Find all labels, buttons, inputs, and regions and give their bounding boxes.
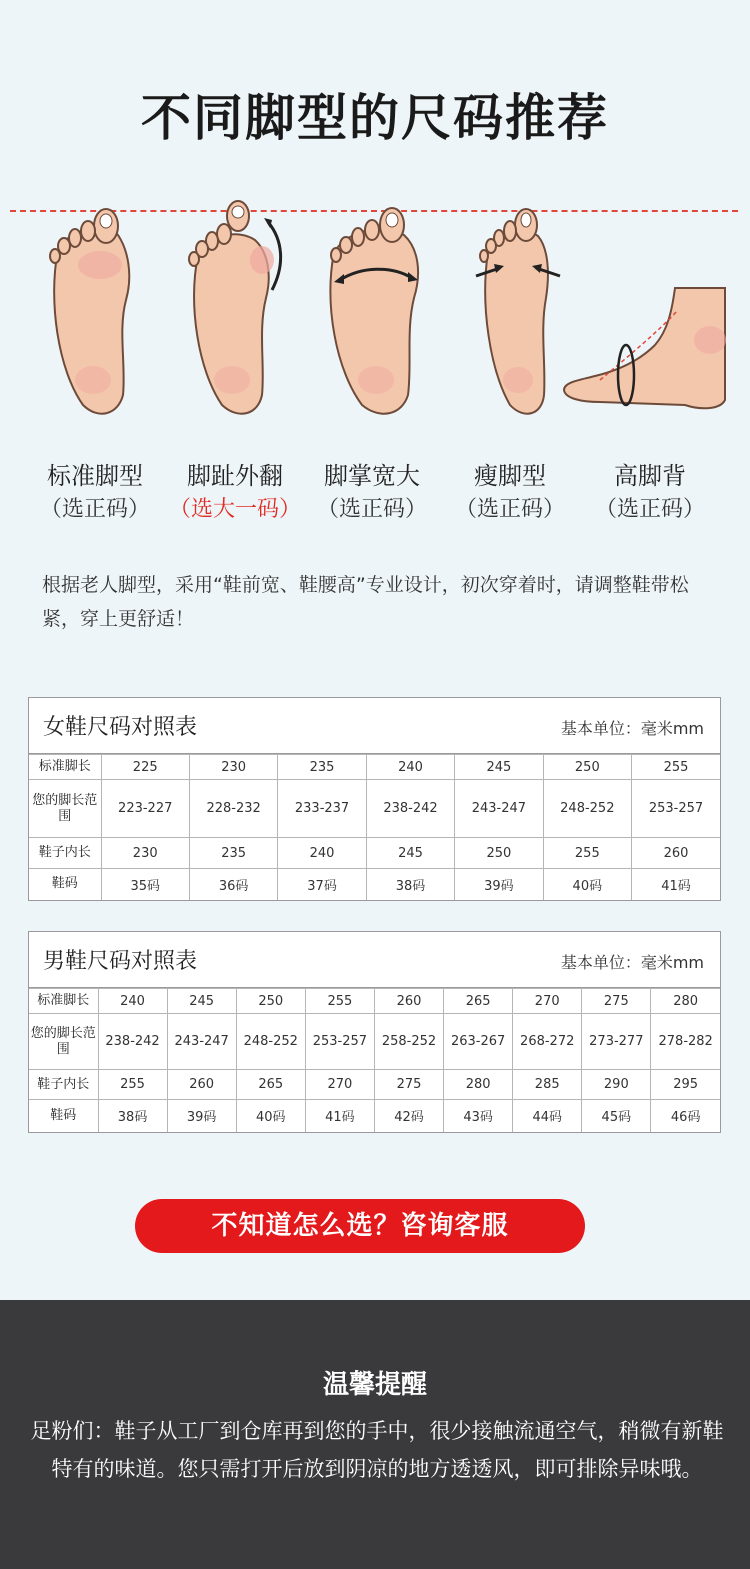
table-cell: 37码 [278,869,366,900]
table-cell: 240 [278,838,366,869]
table-row [29,1070,720,1100]
table-cell: 250 [455,838,543,869]
table-cell: 46码 [651,1100,720,1132]
table-cell: 258-252 [374,1014,443,1070]
table-row [29,1014,720,1070]
table-cell: 278-282 [651,1014,720,1070]
table-cell: 265 [236,1070,305,1100]
standard-foot-icon [38,180,148,420]
table-cell: 38码 [366,869,454,900]
row-label: 您的脚长范围 [29,1014,98,1070]
table-row [29,1100,720,1132]
fit-description: 根据老人脚型，采用“鞋前宽、鞋腰高”专业设计，初次穿着时，请调整鞋带松紧，穿上更舒适！ [42,574,689,630]
row-label: 鞋码 [29,869,101,900]
table-cell: 253-257 [305,1014,374,1070]
men-table-title: 男鞋尺码对照表 [43,949,198,974]
table-cell: 42码 [374,1100,443,1132]
table-cell: 260 [374,989,443,1014]
women-table-grid [29,754,720,900]
table-cell: 248-252 [236,1014,305,1070]
table-cell: 250 [543,755,631,780]
table-cell: 280 [444,1070,513,1100]
table-row [29,989,720,1014]
table-row [29,755,720,780]
table-cell: 223-227 [101,780,189,838]
table-cell: 36码 [189,869,277,900]
table-cell: 41码 [305,1100,374,1132]
table-cell: 233-237 [278,780,366,838]
table-cell: 38码 [98,1100,167,1132]
table-cell: 40码 [543,869,631,900]
table-cell: 255 [543,838,631,869]
table-row [29,780,720,838]
table-cell: 39码 [455,869,543,900]
women-table-unit: 基本单位：毫米mm [560,719,704,738]
reminder-title: 温馨提醒 [322,1370,427,1400]
contact-service-button[interactable]: 不知道怎么选？咨询客服 [135,1199,585,1253]
table-cell: 238-242 [366,780,454,838]
table-cell: 290 [582,1070,651,1100]
table-cell: 260 [632,838,720,869]
page-title: 不同脚型的尺码推荐 [141,89,609,147]
table-cell: 275 [582,989,651,1014]
table-cell: 280 [651,989,720,1014]
men-table-grid [29,988,720,1132]
table-cell: 245 [167,989,236,1014]
table-cell: 273-277 [582,1014,651,1070]
row-label: 标准脚长 [29,989,98,1014]
thin-foot-icon [464,180,574,420]
table-row [29,869,720,900]
table-cell: 235 [278,755,366,780]
wide-foot-icon [322,180,432,420]
table-cell: 40码 [236,1100,305,1132]
table-cell: 255 [632,755,720,780]
table-cell: 230 [101,838,189,869]
table-cell: 44码 [513,1100,582,1132]
table-cell: 285 [513,1070,582,1100]
table-cell: 245 [366,838,454,869]
high-instep-foot-icon [560,180,740,420]
table-cell: 35码 [101,869,189,900]
foot-type-standard: 标准脚型 （选正码） [39,462,150,522]
table-cell: 243-247 [455,780,543,838]
table-cell: 250 [236,989,305,1014]
table-cell: 275 [374,1070,443,1100]
table-cell: 45码 [582,1100,651,1132]
reminder-body: 足粉们：鞋子从工厂到仓库再到您的手中，很少接触流通空气，稍微有新鞋特有的味道。您只需打开后放到阴凉的地方透透风，即可排除异味哦。 [30,1419,724,1481]
men-table-unit: 基本单位：毫米mm [560,953,704,972]
men-size-table [28,931,721,1133]
table-cell: 270 [513,989,582,1014]
table-cell: 268-272 [513,1014,582,1070]
table-cell: 265 [444,989,513,1014]
table-cell: 245 [455,755,543,780]
table-cell: 295 [651,1070,720,1100]
table-row [29,838,720,869]
table-cell: 39码 [167,1100,236,1132]
row-label: 鞋码 [29,1100,98,1132]
row-label: 标准脚长 [29,755,101,780]
table-cell: 253-257 [632,780,720,838]
row-label: 您的脚长范围 [29,780,101,838]
table-cell: 235 [189,838,277,869]
table-cell: 228-232 [189,780,277,838]
table-cell: 240 [366,755,454,780]
table-cell: 255 [98,1070,167,1100]
foot-type-bunion: 脚趾外翻 （选大一码） [168,462,301,522]
table-cell: 43码 [444,1100,513,1132]
women-table-title: 女鞋尺码对照表 [43,715,198,740]
women-size-table [28,697,721,901]
table-cell: 243-247 [167,1014,236,1070]
foot-illustrations [0,180,750,430]
table-cell: 230 [189,755,277,780]
table-cell: 225 [101,755,189,780]
row-label: 鞋子内长 [29,1070,98,1100]
table-cell: 248-252 [543,780,631,838]
table-cell: 41码 [632,869,720,900]
table-cell: 238-242 [98,1014,167,1070]
table-cell: 240 [98,989,167,1014]
foot-type-high-instep: 高脚背 （选正码） [594,462,705,522]
table-cell: 255 [305,989,374,1014]
bunion-foot-icon [180,180,290,420]
foot-type-thin: 瘦脚型 （选正码） [454,462,565,522]
table-cell: 263-267 [444,1014,513,1070]
foot-type-wide: 脚掌宽大 （选正码） [316,462,427,522]
table-cell: 270 [305,1070,374,1100]
reminder-footer [0,1300,750,1569]
row-label: 鞋子内长 [29,838,101,869]
table-cell: 260 [167,1070,236,1100]
